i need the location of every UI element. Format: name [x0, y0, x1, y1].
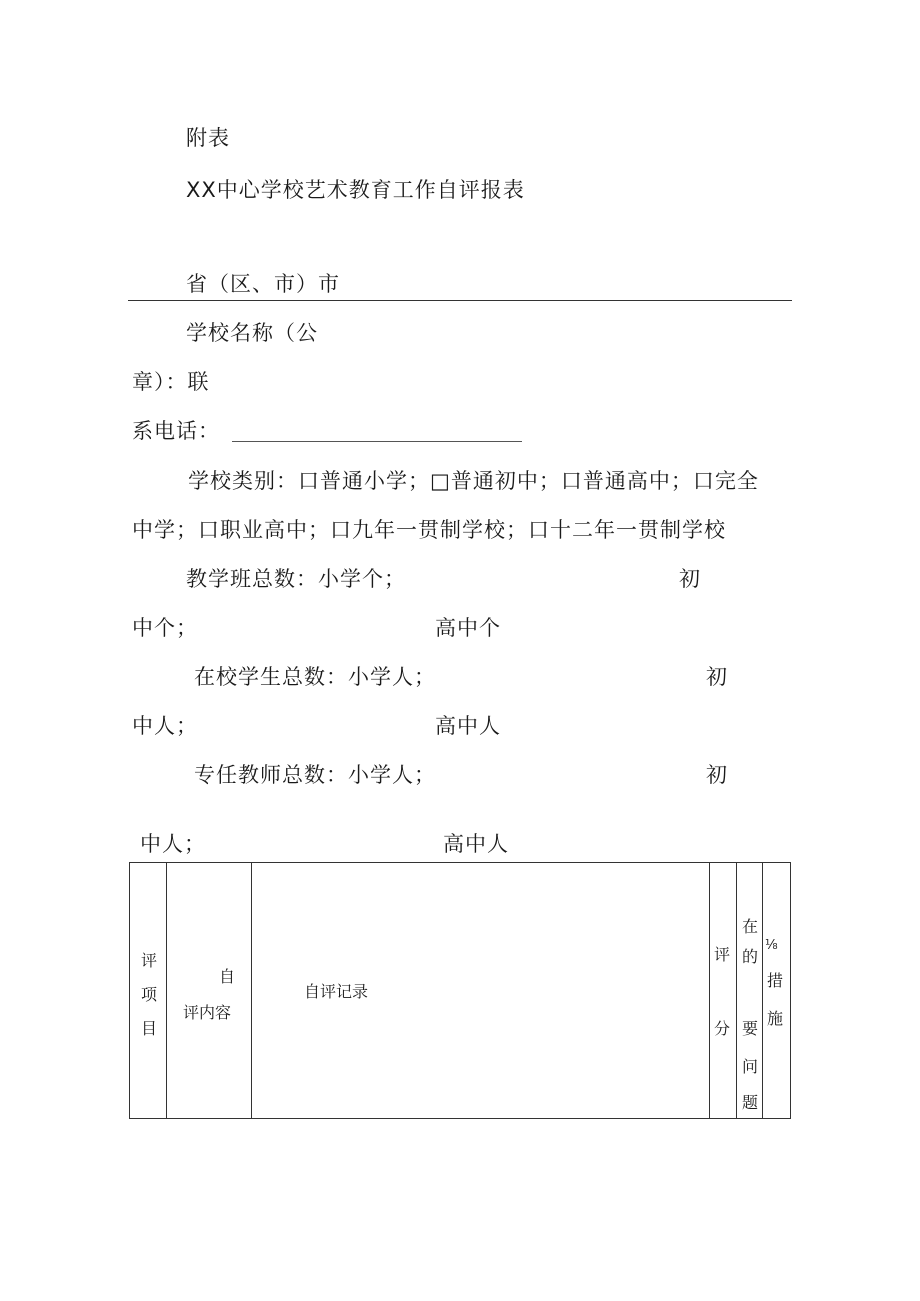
teachers-middle: 中人；: [140, 832, 206, 856]
school-name-label: 学校名称（公: [186, 321, 318, 345]
classes-middle: 中个；: [132, 616, 198, 640]
teachers-chu: 初: [706, 763, 728, 787]
students-label: 在校学生总数：小学人；: [194, 665, 436, 689]
col-problems: 在 的 要 问 题: [737, 863, 763, 1119]
students-high: 高中人: [435, 714, 501, 738]
page-title: XX中心学校艺术教育工作自评报表: [186, 178, 525, 202]
attachment-label: 附表: [186, 126, 230, 150]
province-line: 省（区、市）市: [186, 272, 340, 296]
col-self-eval-content: 自 评内容: [167, 863, 252, 1119]
col-score: 评 分: [710, 863, 737, 1119]
evaluation-table: [129, 862, 791, 1119]
classes-chu: 初: [679, 567, 701, 591]
classes-high: 高中个: [435, 616, 501, 640]
category-line-1: 学校类别：口普通小学；□普通初中；口普通高中；口完全: [188, 469, 759, 493]
school-name-label-cont: 章）：联: [132, 370, 210, 394]
col-measures: ⅛ 措 施: [763, 863, 791, 1119]
students-chu: 初: [706, 665, 728, 689]
header-rule: [128, 300, 792, 301]
table-header-row: [130, 863, 791, 1119]
phone-label: 系电话：: [132, 419, 220, 443]
students-middle: 中人；: [132, 714, 198, 738]
col-evaluation-item: 评 项 目: [130, 863, 167, 1119]
phone-field-underline: [232, 441, 522, 442]
category-line-2: 中学；口职业高中；口九年一贯制学校；口十二年一贯制学校: [132, 518, 726, 542]
col-self-eval-record: 自评记录: [252, 863, 710, 1119]
teachers-high: 高中人: [443, 832, 509, 856]
classes-label: 教学班总数：小学个；: [186, 567, 406, 591]
teachers-label: 专任教师总数：小学人；: [194, 763, 436, 787]
